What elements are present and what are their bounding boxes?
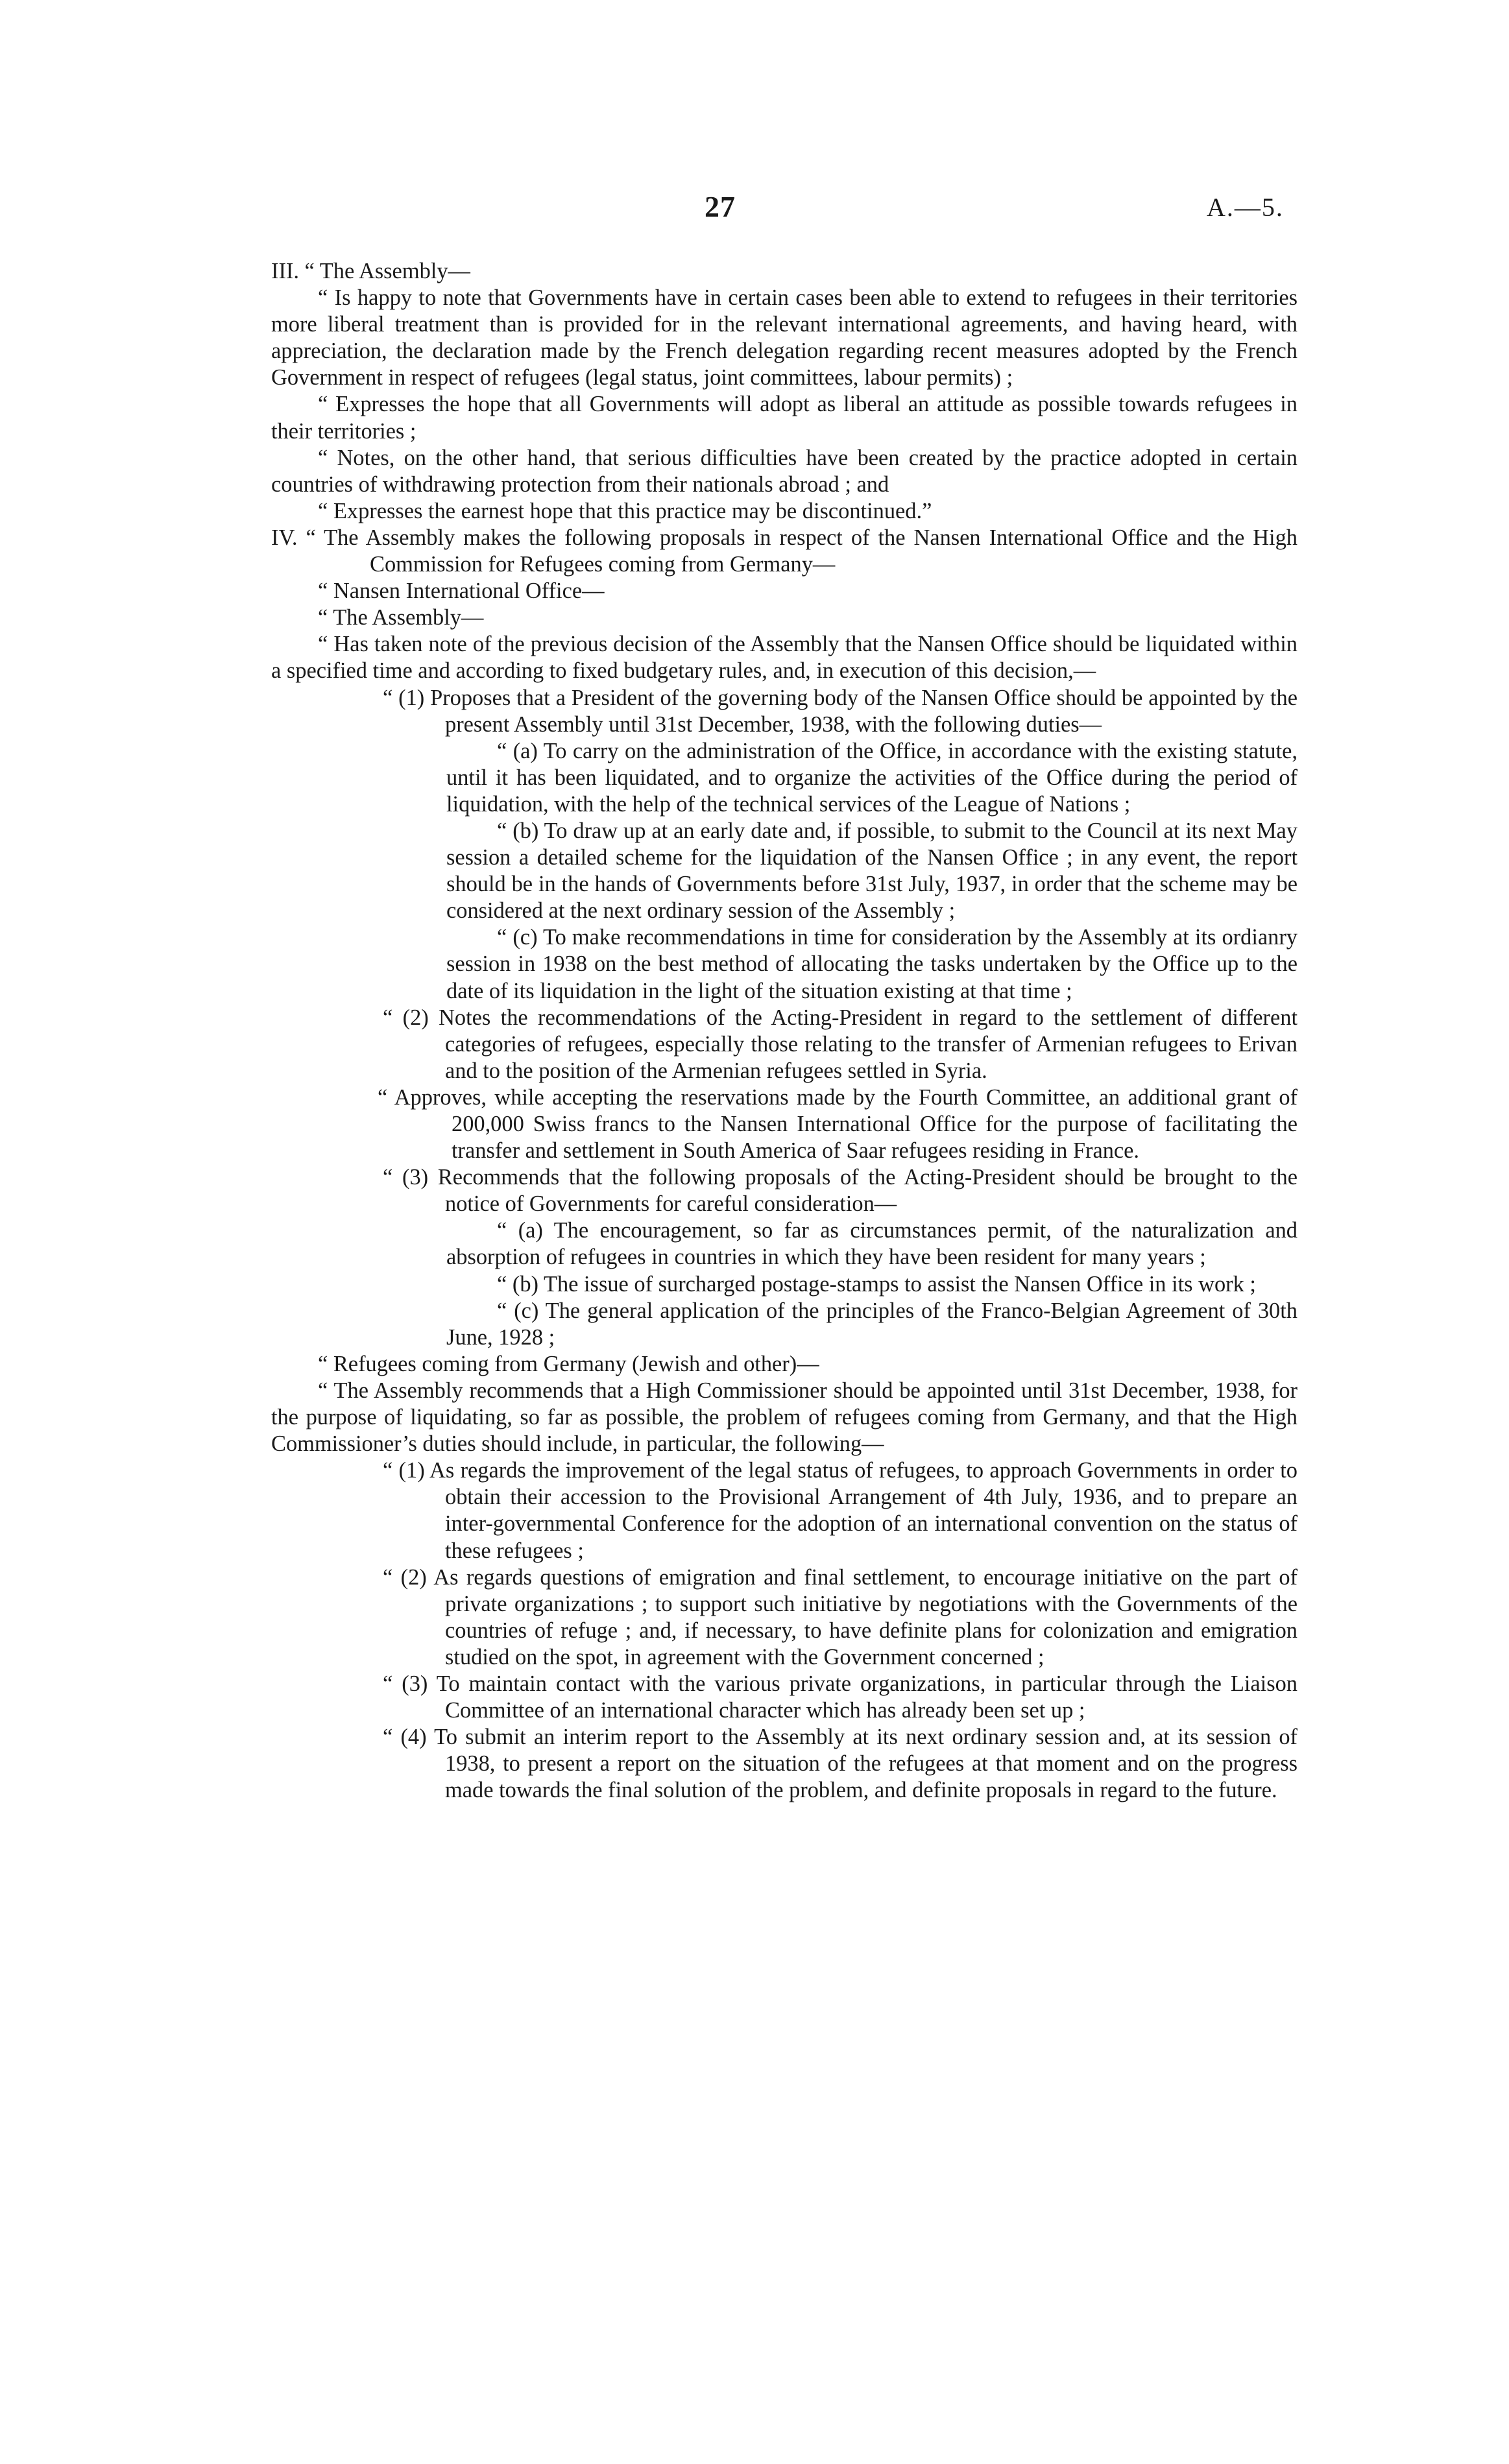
lettered-item: “ (c) To make recommendations in time for consideration by the Assembly at its ordianry session in 1938 on the best method of allocating the tasks undertaken by the Office up to the date of its liquidation in the light of the situation existing at that time ; (446, 925, 1298, 1003)
numbered-item: “ (1) As regards the improvement of the legal status of refugees, to approach Governments in order to obtain their accession to the Provisional Arrangement of 4th July, 1936, and to prepare an inter-governmental Conference for the adoption of an international convention on the status of these refugees ; (383, 1458, 1298, 1563)
page-number: 27 (705, 190, 736, 223)
paragraph: “ Notes, on the other hand, that serious difficulties have been created by the practice adopted in certain countries of withdrawing protection from their nationals abroad ; and (271, 445, 1298, 497)
paragraph: “ Expresses the earnest hope that this practice may be discontinued.” (318, 498, 932, 523)
paragraph: “ Expresses the hope that all Governments will adopt as liberal an attitude as possible towards refugees in their territories ; (271, 392, 1298, 444)
document-body (271, 258, 1298, 1804)
section-iv-heading: IV. “ The Assembly makes the following proposals in respect of the Nansen International Office and the High Commission for Refugees coming from Germany— (271, 525, 1298, 577)
lettered-item: “ (a) To carry on the administration of the Office, in accordance with the existing statute, until it has been liquidated, and to organize the activities of the Office during the period of liquidation, with the help of the technical services of the League of Nations ; (446, 738, 1298, 817)
document-reference: A.—5. (1207, 193, 1284, 222)
paragraph: “ The Assembly— (318, 605, 484, 630)
section-iii-heading: III. “ The Assembly— (271, 259, 470, 283)
subheading-refugees-germany: “ Refugees coming from Germany (Jewish and other)— (318, 1351, 819, 1376)
subheading-nansen-office: “ Nansen International Office— (318, 579, 605, 604)
lettered-item: “ (b) To draw up at an early date and, if possible, to submit to the Council at its next May session a detailed scheme for the liquidation of the Nansen Office ; in any event, the report should be in the hands of Governments before 31st July, 1937, in order that the scheme may be considered at the next ordinary session of the Assembly ; (446, 818, 1298, 924)
lettered-item: “ (c) The general application of the principles of the Franco-Belgian Agreement of 30th June, 1928 ; (446, 1298, 1298, 1350)
numbered-item: “ (1) Proposes that a President of the governing body of the Nansen Office should be appointed by the present Assembly until 31st December, 1938, with the following duties— (383, 685, 1298, 737)
paragraph: “ Is happy to note that Governments have in certain cases been able to extend to refugees in their territories more liberal treatment than is provided for in the relevant international agreements, and having heard, with appreciation, the declaration made by the French delegation regarding recent measures adopted by the French Government in respect of refugees (legal status, joint committees, labour permits) ; (271, 285, 1298, 390)
numbered-item: “ (3) Recommends that the following proposals of the Acting-President should be brought to the notice of Governments for careful consideration— (383, 1165, 1298, 1217)
lettered-item: “ (b) The issue of surcharged postage-stamps to assist the Nansen Office in its work ; (497, 1271, 1256, 1297)
numbered-item: “ (4) To submit an interim report to the Assembly at its next ordinary session and, at its session of 1938, to present a report on the situation of the refugees at that moment and on the progress made towards the final solution of the problem, and definite proposals in regard to the future. (383, 1725, 1298, 1803)
numbered-item: “ (2) Notes the recommendations of the Acting-President in regard to the settlement of different categories of refugees, especially those relating to the transfer of Armenian refugees to Erivan and to the position of the Armenian refugees settled in Syria. (383, 1005, 1298, 1083)
paragraph: “ The Assembly recommends that a High Commissioner should be appointed until 31st December, 1938, for the purpose of liquidating, so far as possible, the problem of refugees coming from Germany, and that the High Commissioner’s duties should include, in particular, the following— (271, 1378, 1298, 1457)
paragraph: “ Approves, while accepting the reservations made by the Fourth Committee, an additional grant of 200,000 Swiss francs to the Nansen International Office for the purpose of facilitating the transfer and settlement in South America of Saar refugees residing in France. (378, 1084, 1298, 1164)
lettered-item: “ (a) The encouragement, so far as circumstances permit, of the naturalization and absorption of refugees in countries in which they have been resident for many years ; (446, 1218, 1298, 1270)
numbered-item: “ (3) To maintain contact with the various private organizations, in particular through the Liaison Committee of an international character which has already been set up ; (383, 1671, 1298, 1723)
paragraph: “ Has taken note of the previous decision of the Assembly that the Nansen Office should be liquidated within a specified time and according to fixed budgetary rules, and, in execution of this decision,— (271, 632, 1298, 684)
numbered-item: “ (2) As regards questions of emigration and final settlement, to encourage initiative on the part of private organizations ; to support such initiative by negotiations with the Governments of the countries of refuge ; and, if necessary, to have definite plans for colonization and emigration studied on the spot, in agreement with the Government concerned ; (383, 1564, 1298, 1669)
